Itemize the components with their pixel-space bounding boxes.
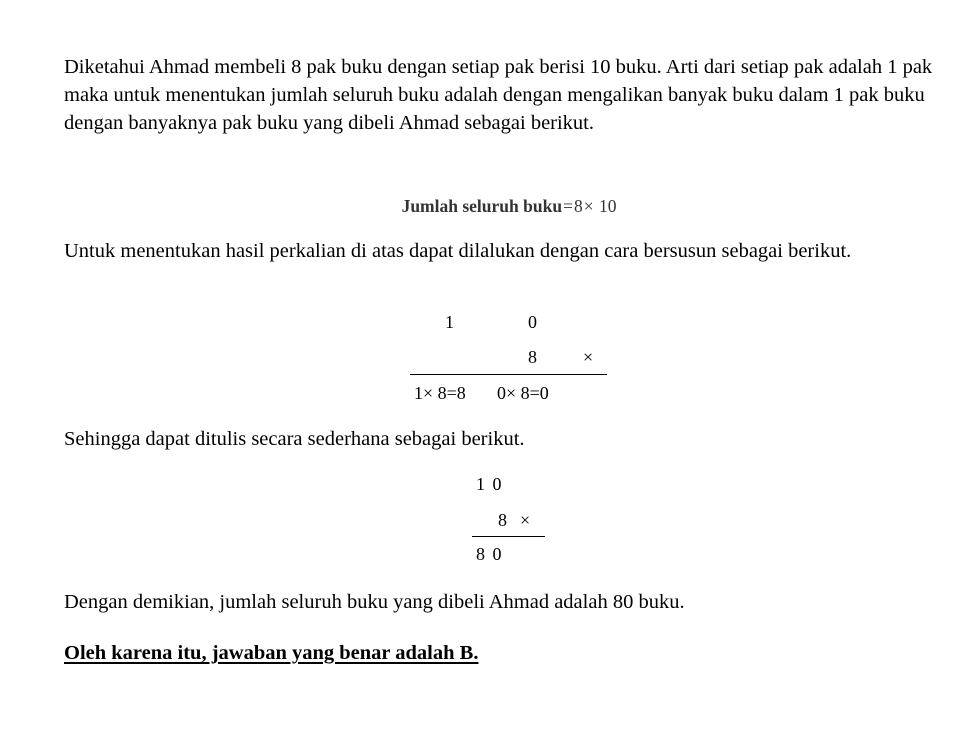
long-top-tens: 1	[445, 312, 454, 332]
long-result-ones: 0× 8=0	[497, 383, 549, 403]
equation-factor-b: 10	[598, 196, 617, 216]
equation-lhs: Jumlah seluruh buku	[401, 196, 563, 216]
simplified-paragraph: Sehingga dapat ditulis secara sederhana sebagai berikut.	[64, 428, 525, 450]
long-result-tens: 1× 8=8	[414, 383, 466, 403]
equation-times: ×	[583, 196, 594, 216]
answer-statement: Oleh karena itu, jawaban yang benar adalah B.	[64, 642, 479, 664]
short-times-operator: ×	[520, 510, 531, 530]
short-result-line	[472, 536, 545, 537]
conclusion-paragraph: Dengan demikian, jumlah seluruh buku yang dibeli Ahmad adalah 80 buku.	[64, 591, 685, 613]
short-top: 1 0	[476, 474, 502, 494]
equation-equals: =	[563, 196, 573, 216]
long-multiplier: 8	[528, 347, 537, 367]
long-times-operator: ×	[583, 347, 594, 367]
product-equation	[0, 193, 970, 219]
method-paragraph: Untuk menentukan hasil perkalian di atas dapat dilalukan dengan cara bersusun sebagai berikut.	[64, 240, 852, 262]
long-top-ones: 0	[528, 312, 537, 332]
equation-factor-a: 8	[573, 196, 583, 216]
short-multiplier: 8	[498, 510, 507, 530]
intro-paragraph: Diketahui Ahmad membeli 8 pak buku dengan setiap pak berisi 10 buku. Arti dari setiap pak adalah 1 pak maka untuk menentukan jumlah seluruh buku adalah dengan mengalikan banyak buku dalam 1 pak buku dengan banyaknya pak buku yang dibeli Ahmad sebagai berikut.	[64, 56, 933, 134]
long-result-line	[410, 374, 607, 375]
short-result: 8 0	[476, 544, 502, 564]
